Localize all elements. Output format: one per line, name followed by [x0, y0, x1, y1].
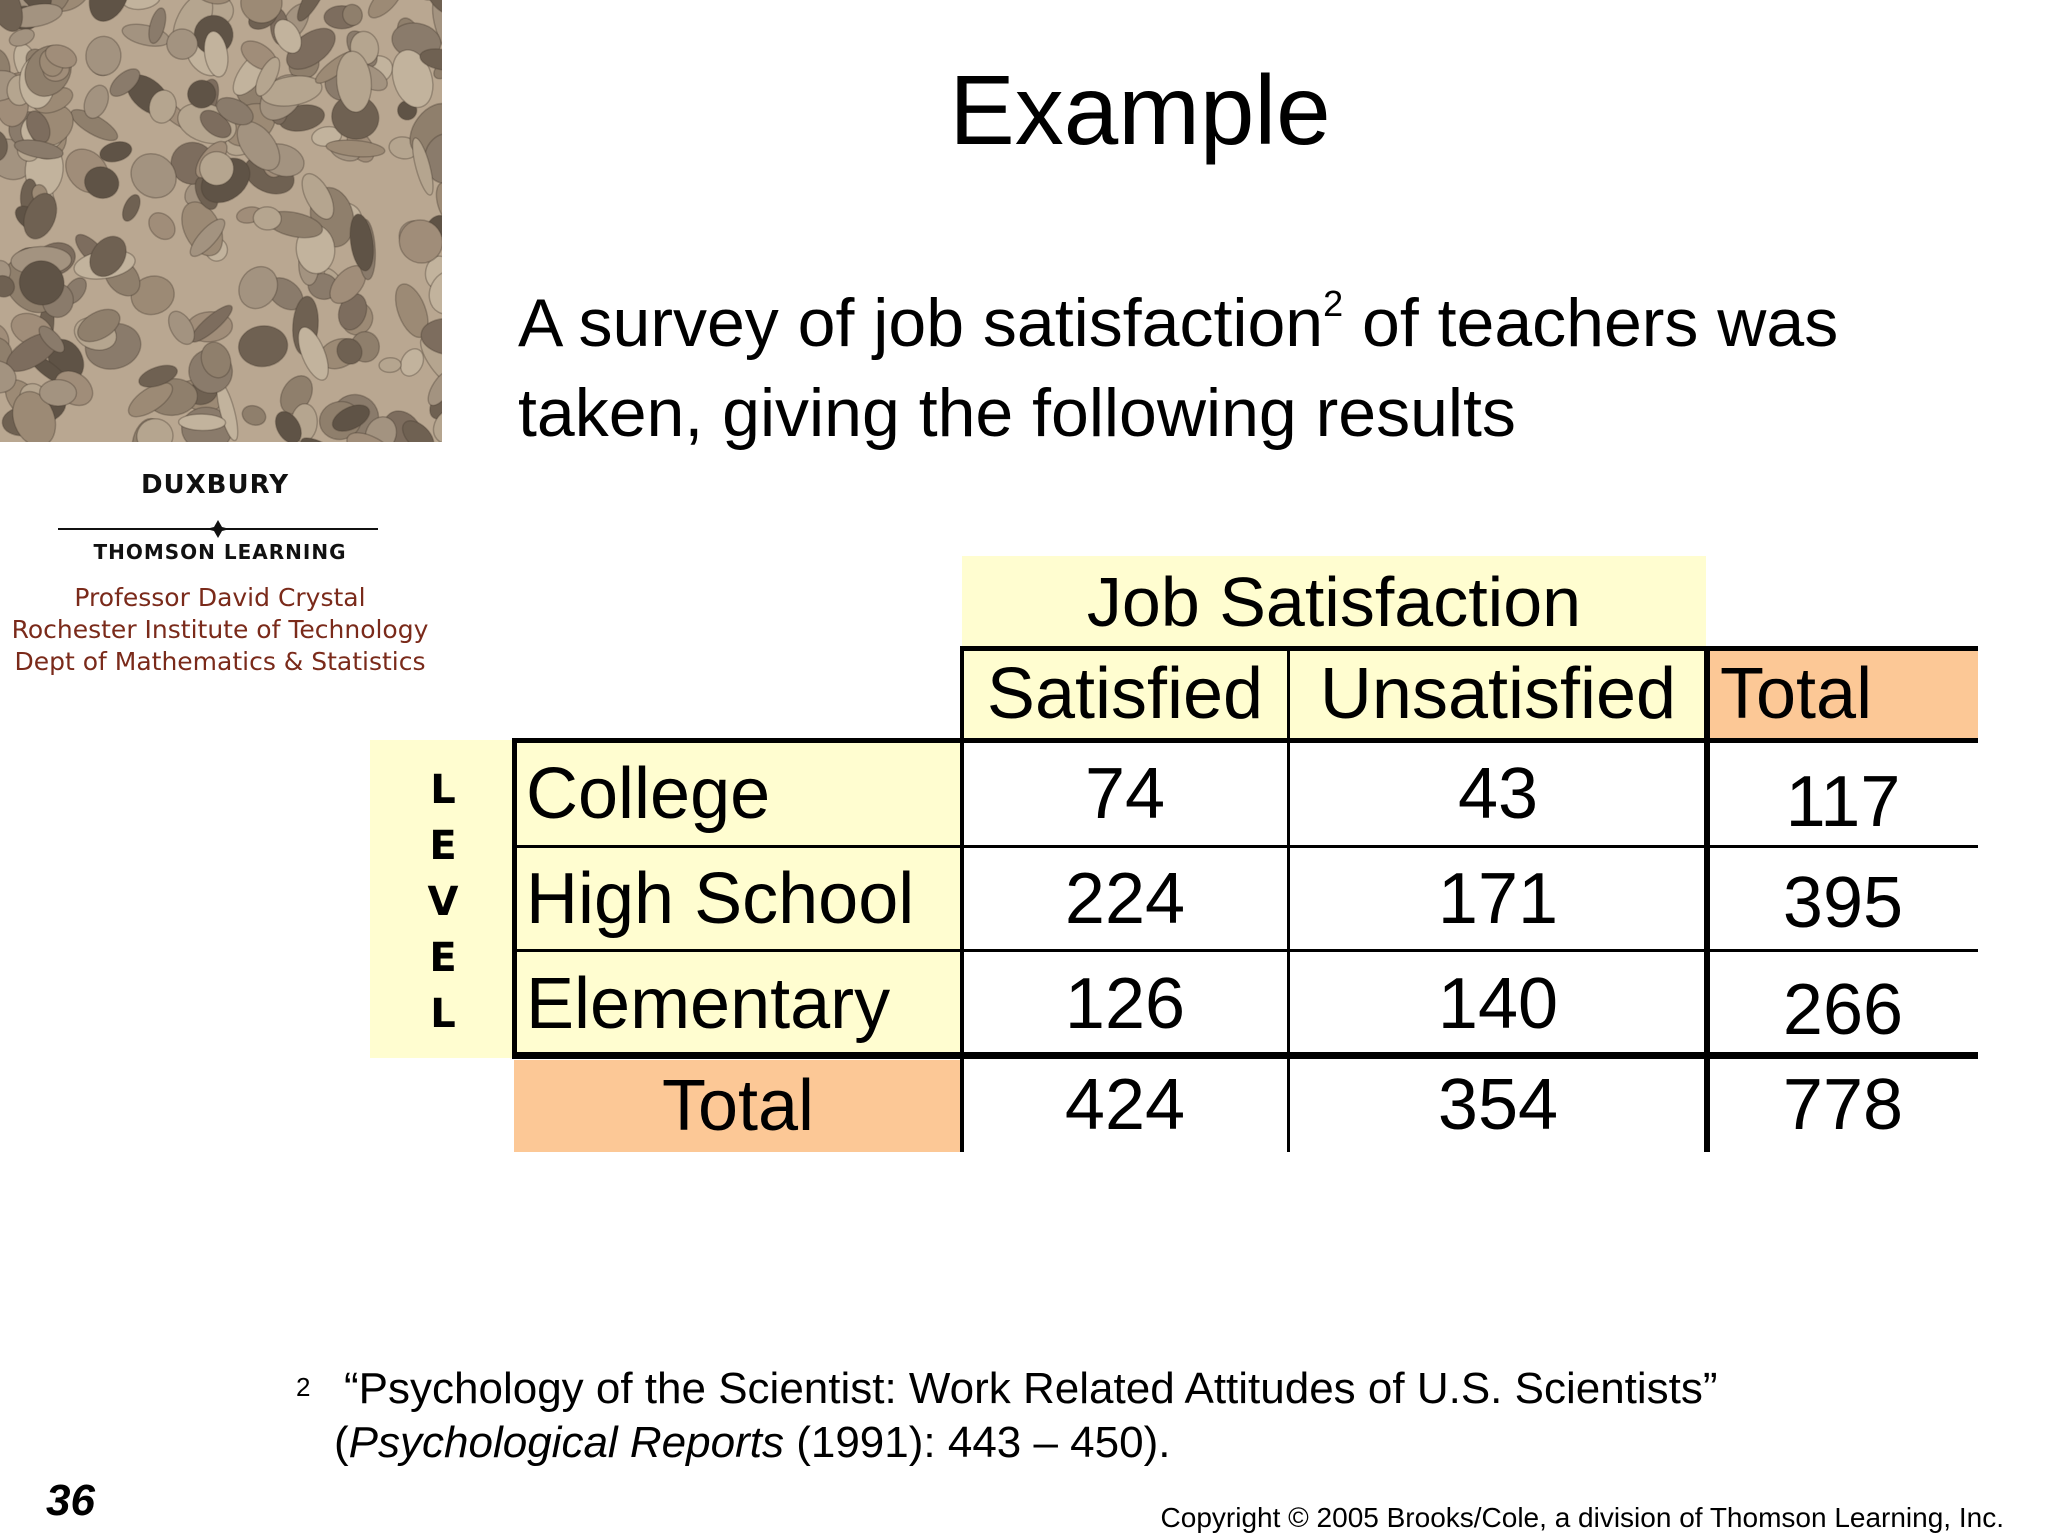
logo-line-professor: Professor David Crystal — [74, 583, 366, 612]
footnote-paren: ( — [334, 1418, 349, 1467]
intro-text — [518, 278, 2018, 458]
stone-texture-image — [0, 0, 442, 442]
table-rule-left — [512, 738, 517, 1059]
job-satisfaction-header: Job Satisfaction — [962, 556, 1706, 648]
intro-text-part1: A survey of job satisfaction — [518, 285, 1324, 361]
logo-line-institute: Rochester Institute of Technology — [11, 615, 429, 644]
footnote-citation-title: “Psychology of the Scientist: Work Related Attitudes of U.S. Scientists” — [344, 1364, 1718, 1413]
cell-highschool-total: 395 — [1782, 863, 1904, 943]
table-rule-col2 — [1287, 646, 1290, 1152]
cell-elementary-total: 266 — [1782, 970, 1904, 1050]
table-rule-row1 — [514, 845, 1978, 848]
table-rule-top — [962, 646, 1978, 651]
row-label-college: College — [514, 742, 962, 846]
intro-text-part2: of teachers was taken, giving the following results — [518, 285, 1839, 451]
col-header-total: Total — [1708, 648, 1978, 740]
level-label: L E V E L — [427, 767, 459, 1037]
cell-elementary-satisfied: 126 — [1064, 964, 1186, 1044]
cell-college-total: 117 — [1785, 762, 1901, 842]
cell-elementary-unsatisfied: 140 — [1437, 964, 1559, 1044]
slide-title: Example — [949, 55, 1331, 165]
footnote-number: 2 — [296, 1372, 311, 1402]
footnote-citation-source — [334, 1418, 1170, 1468]
logo-line-department: Dept of Mathematics & Statistics — [14, 647, 426, 676]
row-label-total: Total — [514, 1060, 962, 1152]
cell-total-unsatisfied: 354 — [1437, 1065, 1559, 1145]
cell-highschool-satisfied: 224 — [1064, 859, 1186, 939]
table-rule-header — [514, 738, 1978, 743]
duxbury-wordmark: DUXBURY — [140, 470, 290, 500]
footnote-details: (1991): 443 – 450). — [783, 1418, 1171, 1467]
footnote-reference: 2 — [1323, 283, 1344, 324]
table-rule-total — [514, 1052, 1978, 1059]
footnote-journal: Psychological Reports — [348, 1418, 784, 1467]
row-label-high-school: High School — [514, 848, 962, 950]
cell-highschool-unsatisfied: 171 — [1437, 859, 1559, 939]
cell-total-satisfied: 424 — [1064, 1065, 1186, 1145]
col-header-unsatisfied: Unsatisfied — [1288, 648, 1708, 740]
thomson-wordmark: THOMSON LEARNING — [93, 540, 347, 564]
table-rule-col3 — [1704, 646, 1710, 1152]
slide-number: 36 — [46, 1476, 95, 1525]
cell-grand-total: 778 — [1782, 1065, 1904, 1145]
row-label-elementary: Elementary — [514, 952, 962, 1056]
table-rule-row2 — [514, 949, 1978, 952]
cell-college-satisfied: 74 — [1084, 754, 1166, 834]
logo-star-rule-icon — [58, 520, 390, 538]
cell-college-unsatisfied: 43 — [1457, 754, 1539, 834]
col-header-satisfied: Satisfied — [962, 648, 1288, 740]
copyright-notice: Copyright © 2005 Brooks/Cole, a division of Thomson Learning, Inc. — [1160, 1502, 2004, 1533]
table-rule-col1 — [960, 646, 964, 1152]
